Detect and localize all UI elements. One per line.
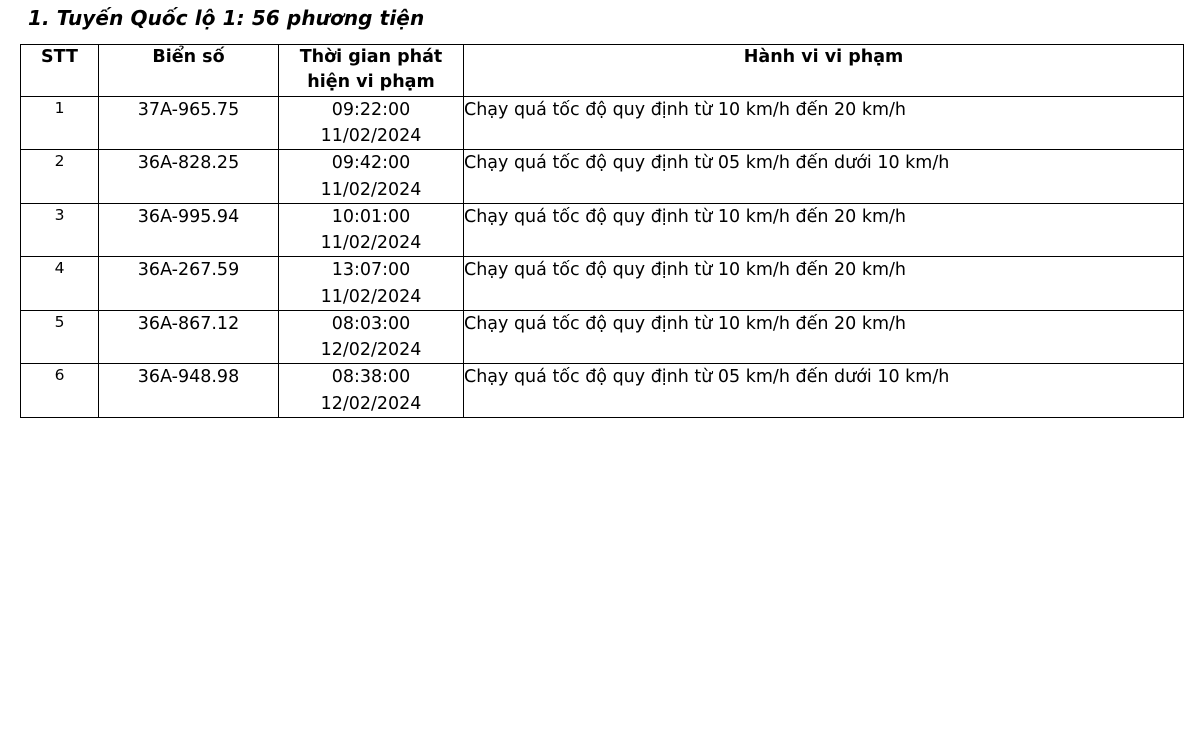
cell-time xyxy=(279,257,464,311)
page-title: 1. Tuyến Quốc lộ 1: 56 phương tiện xyxy=(28,6,425,30)
column-header-time: Thời gian phát hiện vi phạm xyxy=(279,45,464,97)
cell-time-date: 11/02/2024 xyxy=(320,179,422,200)
cell-time-date: 11/02/2024 xyxy=(320,286,422,307)
cell-violation: Chạy quá tốc độ quy định từ 10 km/h đến 20 km/h xyxy=(464,257,1184,311)
violations-table xyxy=(20,44,1184,418)
table-row xyxy=(21,310,1184,364)
cell-stt: 3 xyxy=(21,203,99,257)
table-body xyxy=(21,96,1184,417)
cell-violation: Chạy quá tốc độ quy định từ 10 km/h đến 20 km/h xyxy=(464,310,1184,364)
cell-time xyxy=(279,364,464,418)
cell-violation: Chạy quá tốc độ quy định từ 10 km/h đến 20 km/h xyxy=(464,96,1184,150)
cell-plate: 36A-267.59 xyxy=(99,257,279,311)
cell-time-clock: 09:42:00 xyxy=(331,153,411,174)
cell-violation: Chạy quá tốc độ quy định từ 05 km/h đến dưới 10 km/h xyxy=(464,150,1184,204)
column-header-violation: Hành vi vi phạm xyxy=(464,45,1184,97)
table-row xyxy=(21,257,1184,311)
cell-time-date: 11/02/2024 xyxy=(320,233,422,253)
cell-time xyxy=(279,150,464,204)
cell-time-date: 11/02/2024 xyxy=(320,126,422,146)
cell-time-clock: 13:07:00 xyxy=(331,260,411,281)
cell-plate: 36A-948.98 xyxy=(99,364,279,418)
cell-time-clock: 09:22:00 xyxy=(331,99,411,120)
cell-stt: 4 xyxy=(21,257,99,311)
column-header-stt: STT xyxy=(21,45,99,97)
cell-stt: 6 xyxy=(21,364,99,418)
cell-stt: 1 xyxy=(21,96,99,150)
cell-time-clock: 08:03:00 xyxy=(331,313,411,334)
cell-plate: 36A-995.94 xyxy=(99,203,279,257)
cell-time-date: 12/02/2024 xyxy=(320,340,422,360)
cell-time xyxy=(279,203,464,257)
table-header-row xyxy=(21,45,1184,97)
table-row xyxy=(21,364,1184,418)
cell-time-clock: 10:01:00 xyxy=(331,206,411,227)
column-header-plate: Biển số xyxy=(99,45,279,97)
cell-time xyxy=(279,96,464,150)
table-row xyxy=(21,96,1184,150)
table-row xyxy=(21,150,1184,204)
cell-stt: 5 xyxy=(21,310,99,364)
cell-time-clock: 08:38:00 xyxy=(331,367,411,388)
cell-plate: 37A-965.75 xyxy=(99,96,279,150)
table-row xyxy=(21,203,1184,257)
cell-time xyxy=(279,310,464,364)
table-header xyxy=(21,45,1184,97)
cell-violation: Chạy quá tốc độ quy định từ 10 km/h đến 20 km/h xyxy=(464,203,1184,257)
cell-plate: 36A-828.25 xyxy=(99,150,279,204)
cell-stt: 2 xyxy=(21,150,99,204)
cell-plate: 36A-867.12 xyxy=(99,310,279,364)
cell-time-date: 12/02/2024 xyxy=(320,393,422,414)
cell-violation: Chạy quá tốc độ quy định từ 05 km/h đến dưới 10 km/h xyxy=(464,364,1184,418)
